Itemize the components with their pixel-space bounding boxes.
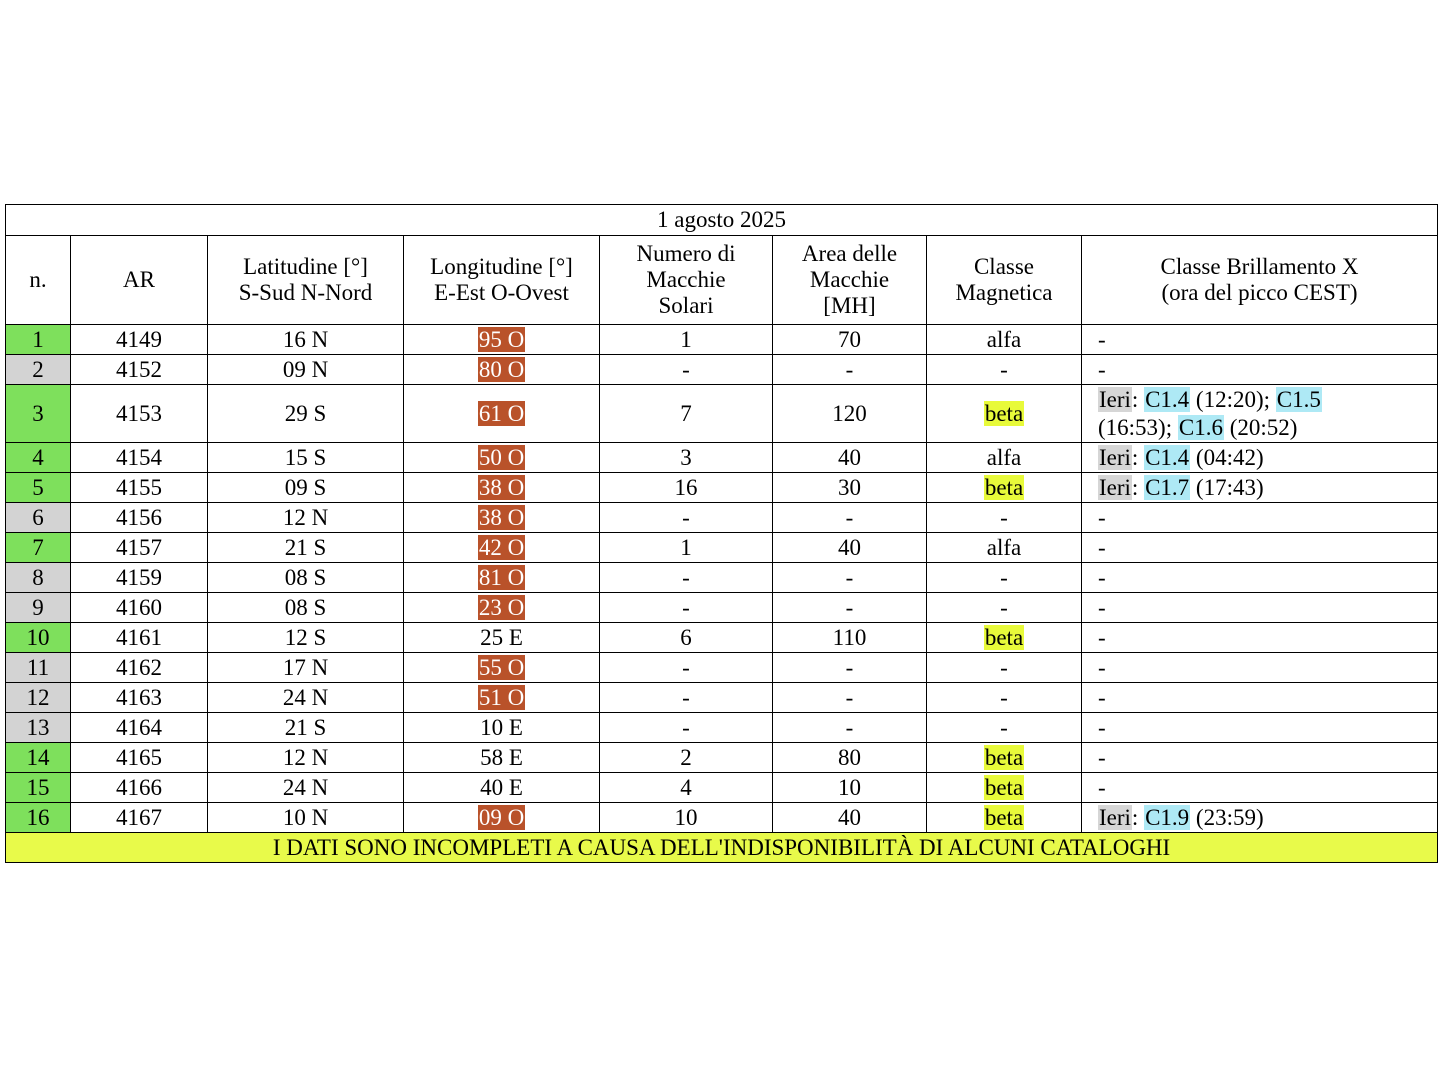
active-region: 4164 <box>71 713 208 743</box>
header-n <box>6 236 71 325</box>
magnetic-class: - <box>927 683 1082 713</box>
spot-count: 2 <box>600 743 773 773</box>
longitude <box>404 385 600 443</box>
active-region: 4156 <box>71 503 208 533</box>
header-flare-class-line2: (ora del picco CEST) <box>1161 280 1358 305</box>
row-number: 10 <box>6 623 71 653</box>
header-spot-area-line2: Macchie <box>809 267 890 292</box>
latitude: 12 N <box>208 503 404 533</box>
active-region: 4161 <box>71 623 208 653</box>
row-number: 11 <box>6 653 71 683</box>
longitude <box>404 355 600 385</box>
magnetic-class-value: beta <box>984 774 1024 800</box>
spot-area: - <box>773 355 927 385</box>
longitude <box>404 803 600 833</box>
spot-area: - <box>773 563 927 593</box>
active-region: 4159 <box>71 563 208 593</box>
table-row <box>6 563 1438 593</box>
row-number: 15 <box>6 773 71 803</box>
spot-area: 70 <box>773 325 927 355</box>
table-row <box>6 473 1438 503</box>
row-number: 8 <box>6 563 71 593</box>
flare-value: C1.6 <box>1178 414 1223 440</box>
longitude <box>404 325 600 355</box>
longitude <box>404 533 600 563</box>
ieri-label: Ieri <box>1099 386 1131 412</box>
spot-area: 120 <box>773 385 927 443</box>
magnetic-class <box>927 803 1082 833</box>
header-n-label: n. <box>29 267 47 292</box>
spot-area: 40 <box>773 803 927 833</box>
flare-value: C1.7 <box>1145 474 1190 500</box>
magnetic-class: alfa <box>927 533 1082 563</box>
row-number: 1 <box>6 325 71 355</box>
magnetic-class: - <box>927 653 1082 683</box>
spot-area: - <box>773 593 927 623</box>
longitude: 10 E <box>404 713 600 743</box>
flare-class: Ieri: C1.4 (04:42) <box>1082 443 1438 473</box>
latitude: 16 N <box>208 325 404 355</box>
flare-class: - <box>1082 593 1438 623</box>
magnetic-class-value: beta <box>984 474 1024 500</box>
table-row <box>6 713 1438 743</box>
latitude: 15 S <box>208 443 404 473</box>
flare-value: C1.5 <box>1276 386 1321 412</box>
spot-area: 30 <box>773 473 927 503</box>
latitude: 09 S <box>208 473 404 503</box>
header-longitude-line1: Longitudine [°] <box>430 254 573 279</box>
header-spot-area-line1: Area delle <box>801 241 898 266</box>
longitude-value: 09 O <box>478 804 525 830</box>
magnetic-class: alfa <box>927 325 1082 355</box>
header-magnetic-class <box>927 236 1082 325</box>
flare-class: - <box>1082 325 1438 355</box>
active-region: 4155 <box>71 473 208 503</box>
spot-area: - <box>773 503 927 533</box>
magnetic-class <box>927 385 1082 443</box>
active-region: 4163 <box>71 683 208 713</box>
row-number: 14 <box>6 743 71 773</box>
longitude: 25 E <box>404 623 600 653</box>
header-latitude-line2: S-Sud N-Nord <box>238 280 373 305</box>
spot-count: - <box>600 713 773 743</box>
flare-time: (12:20); <box>1195 386 1271 412</box>
magnetic-class: - <box>927 503 1082 533</box>
latitude: 24 N <box>208 683 404 713</box>
table-row <box>6 593 1438 623</box>
spot-count: 7 <box>600 385 773 443</box>
spot-count: 4 <box>600 773 773 803</box>
table-row <box>6 443 1438 473</box>
magnetic-class: - <box>927 563 1082 593</box>
table-title: 1 agosto 2025 <box>6 205 1438 236</box>
row-number: 9 <box>6 593 71 623</box>
header-longitude-line2: E-Est O-Ovest <box>434 280 569 305</box>
flare-value: C1.9 <box>1145 804 1190 830</box>
header-flare-class <box>1082 236 1438 325</box>
flare-class: - <box>1082 713 1438 743</box>
table-row <box>6 773 1438 803</box>
latitude: 09 N <box>208 355 404 385</box>
ieri-label: Ieri <box>1099 474 1131 500</box>
spot-area: 40 <box>773 533 927 563</box>
longitude-value: 38 O <box>478 474 525 500</box>
longitude-value: 38 O <box>478 504 525 530</box>
header-magnetic-class-line2: Magnetica <box>955 280 1053 305</box>
table-row <box>6 743 1438 773</box>
table-row <box>6 503 1438 533</box>
longitude-value: 95 O <box>478 326 525 352</box>
flare-class: - <box>1082 355 1438 385</box>
flare-class: Ieri: C1.9 (23:59) <box>1082 803 1438 833</box>
latitude: 21 S <box>208 533 404 563</box>
spot-count: 16 <box>600 473 773 503</box>
flare-class: - <box>1082 653 1438 683</box>
longitude <box>404 653 600 683</box>
longitude <box>404 563 600 593</box>
header-latitude <box>208 236 404 325</box>
longitude <box>404 503 600 533</box>
spot-count: 1 <box>600 325 773 355</box>
table-row <box>6 803 1438 833</box>
latitude: 10 N <box>208 803 404 833</box>
flare-class: Ieri: C1.7 (17:43) <box>1082 473 1438 503</box>
longitude <box>404 683 600 713</box>
active-region: 4165 <box>71 743 208 773</box>
active-region: 4166 <box>71 773 208 803</box>
row-number: 12 <box>6 683 71 713</box>
row-number: 7 <box>6 533 71 563</box>
header-spot-count-line3: Solari <box>658 293 714 318</box>
spot-area: 80 <box>773 743 927 773</box>
active-region: 4154 <box>71 443 208 473</box>
longitude-value: 23 O <box>478 594 525 620</box>
table-row <box>6 325 1438 355</box>
flare-class: - <box>1082 563 1438 593</box>
spot-area: 110 <box>773 623 927 653</box>
latitude: 17 N <box>208 653 404 683</box>
table-row <box>6 653 1438 683</box>
longitude-value: 55 O <box>478 654 525 680</box>
flare-class: - <box>1082 623 1438 653</box>
latitude: 21 S <box>208 713 404 743</box>
flare-value: C1.4 <box>1145 444 1190 470</box>
flare-time: (16:53); <box>1098 414 1173 440</box>
header-flare-class-line1: Classe Brillamento X <box>1160 254 1359 279</box>
row-number: 4 <box>6 443 71 473</box>
magnetic-class-value: beta <box>984 400 1024 426</box>
header-spot-area <box>773 236 927 325</box>
spot-count: - <box>600 563 773 593</box>
active-region: 4162 <box>71 653 208 683</box>
spot-count: - <box>600 683 773 713</box>
spot-area: 40 <box>773 443 927 473</box>
flare-class: - <box>1082 743 1438 773</box>
header-longitude <box>404 236 600 325</box>
latitude: 08 S <box>208 593 404 623</box>
magnetic-class: - <box>927 713 1082 743</box>
header-spot-area-line3: [MH] <box>823 293 876 318</box>
latitude: 08 S <box>208 563 404 593</box>
sunspot-table <box>5 204 1438 863</box>
magnetic-class: - <box>927 355 1082 385</box>
header-spot-count-line2: Macchie <box>646 267 726 292</box>
flare-class: - <box>1082 683 1438 713</box>
magnetic-class-value: beta <box>984 744 1024 770</box>
row-number: 13 <box>6 713 71 743</box>
longitude <box>404 473 600 503</box>
active-region: 4152 <box>71 355 208 385</box>
longitude-value: 61 O <box>478 400 525 426</box>
header-row <box>6 236 1438 325</box>
spot-area: - <box>773 683 927 713</box>
spot-count: 1 <box>600 533 773 563</box>
flare-class: - <box>1082 533 1438 563</box>
table-row <box>6 623 1438 653</box>
longitude-value: 81 O <box>478 564 525 590</box>
spot-area: 10 <box>773 773 927 803</box>
spot-count: - <box>600 355 773 385</box>
spot-count: 3 <box>600 443 773 473</box>
magnetic-class <box>927 623 1082 653</box>
table-row <box>6 385 1438 443</box>
active-region: 4157 <box>71 533 208 563</box>
flare-class: Ieri: C1.4 (12:20); C1.5 (16:53); C1.6 (20:52) <box>1082 385 1438 443</box>
row-number: 2 <box>6 355 71 385</box>
magnetic-class: - <box>927 593 1082 623</box>
footer-notice: I DATI SONO INCOMPLETI A CAUSA DELL'INDISPONIBILITÀ DI ALCUNI CATALOGHI <box>6 833 1438 863</box>
flare-time: (04:42) <box>1195 444 1264 470</box>
row-number: 3 <box>6 385 71 443</box>
latitude: 24 N <box>208 773 404 803</box>
row-number: 16 <box>6 803 71 833</box>
header-magnetic-class-line1: Classe <box>973 254 1035 279</box>
longitude-value: 50 O <box>478 444 525 470</box>
spot-count: - <box>600 503 773 533</box>
longitude-value: 42 O <box>478 534 525 560</box>
spot-count: 6 <box>600 623 773 653</box>
table-row <box>6 533 1438 563</box>
title-row <box>6 205 1438 236</box>
spot-count: - <box>600 593 773 623</box>
table-row <box>6 355 1438 385</box>
header-spot-count-line1: Numero di <box>636 241 736 266</box>
spot-area: - <box>773 653 927 683</box>
header-spot-count <box>600 236 773 325</box>
header-ar <box>71 236 208 325</box>
header-ar-label: AR <box>123 267 155 292</box>
longitude-value: 51 O <box>478 684 525 710</box>
flare-value: C1.4 <box>1145 386 1190 412</box>
longitude <box>404 443 600 473</box>
longitude: 58 E <box>404 743 600 773</box>
active-region: 4153 <box>71 385 208 443</box>
longitude: 40 E <box>404 773 600 803</box>
latitude: 29 S <box>208 385 404 443</box>
longitude <box>404 593 600 623</box>
magnetic-class: alfa <box>927 443 1082 473</box>
latitude: 12 S <box>208 623 404 653</box>
active-region: 4149 <box>71 325 208 355</box>
spot-area: - <box>773 713 927 743</box>
active-region: 4167 <box>71 803 208 833</box>
flare-class: - <box>1082 773 1438 803</box>
footer-row <box>6 833 1438 863</box>
ieri-label: Ieri <box>1099 804 1131 830</box>
spot-count: - <box>600 653 773 683</box>
magnetic-class <box>927 743 1082 773</box>
flare-time: (20:52) <box>1229 414 1298 440</box>
magnetic-class-value: beta <box>984 624 1024 650</box>
longitude-value: 80 O <box>478 356 525 382</box>
magnetic-class <box>927 773 1082 803</box>
flare-time: (17:43) <box>1195 474 1264 500</box>
row-number: 6 <box>6 503 71 533</box>
flare-time: (23:59) <box>1195 804 1264 830</box>
flare-class: - <box>1082 503 1438 533</box>
latitude: 12 N <box>208 743 404 773</box>
spot-count: 10 <box>600 803 773 833</box>
row-number: 5 <box>6 473 71 503</box>
header-latitude-line1: Latitudine [°] <box>243 254 368 279</box>
magnetic-class <box>927 473 1082 503</box>
ieri-label: Ieri <box>1099 444 1131 470</box>
active-region: 4160 <box>71 593 208 623</box>
magnetic-class-value: beta <box>984 804 1024 830</box>
table-row <box>6 683 1438 713</box>
